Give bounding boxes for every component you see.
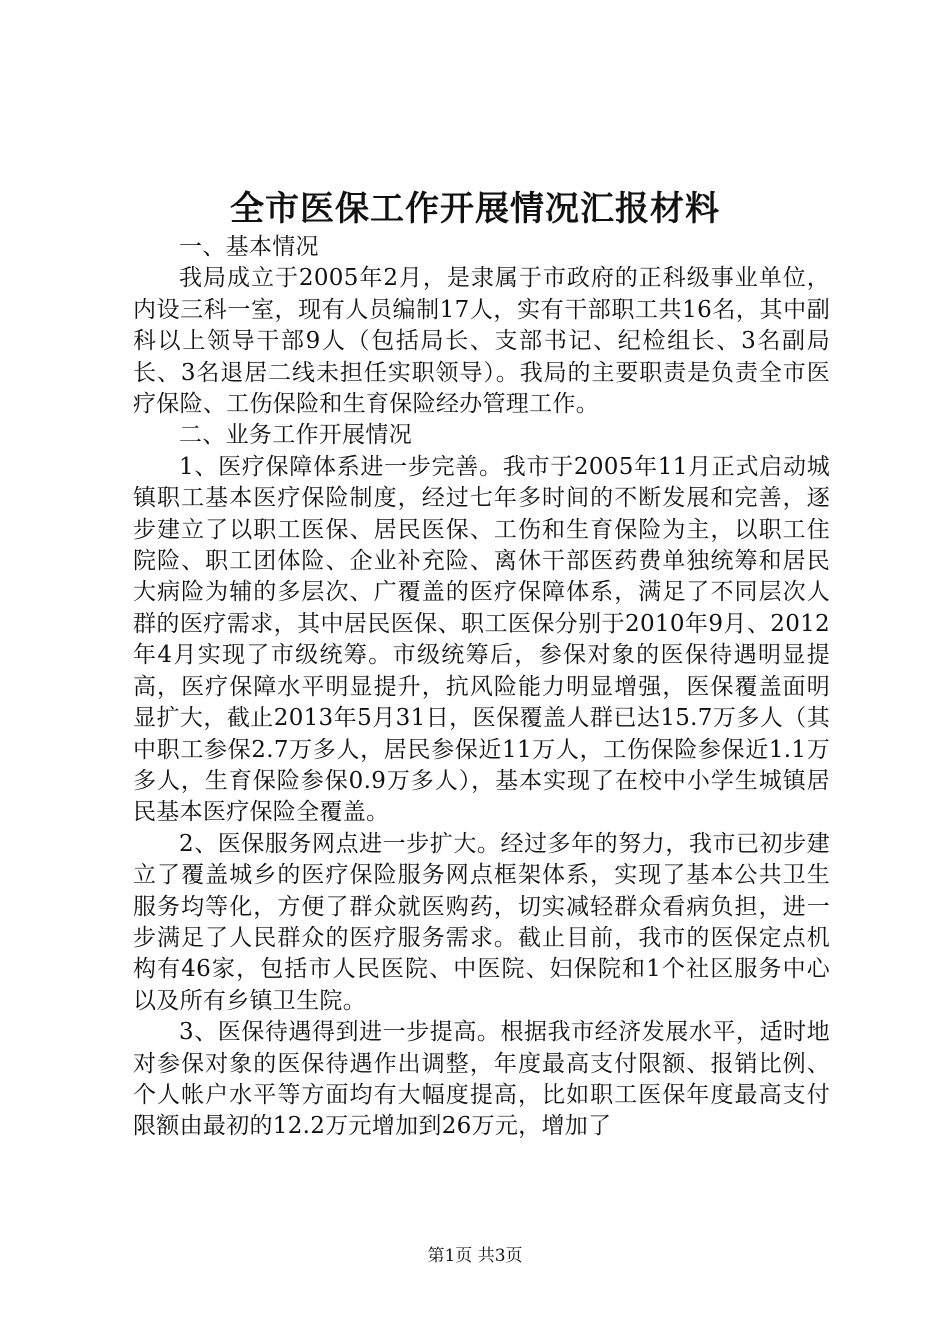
paragraph: 2、医保服务网点进一步扩大。经过多年的努力，我市已初步建立了覆盖城乡的医疗保险服务网点框架体系，实现了基本公共卫生服务均等化，方便了群众就医购药，切实减轻群众看病负担，进一步满足了人民群众的医疗服务需求。截止目前，我市的医保定点机构有46家，包括市人民医院、中医院、妇保院和1个社区服务中心以及所有乡镇卫生院。 xyxy=(133,830,830,1014)
page-footer: 第1页 共3页 xyxy=(427,1246,523,1266)
document-body xyxy=(133,232,830,1143)
page-title: 全市医保工作开展情况汇报材料 xyxy=(230,189,720,229)
paragraph: 1、医疗保障体系进一步完善。我市于2005年11月正式启动城镇职工基本医疗保险制度，经过七年多时间的不断发展和完善，逐步建立了以职工医保、居民医保、工伤和生育保险为主，以职工住院险、职工团体险、企业补充险、离休干部医药费单独统筹和居民大病险为辅的多层次、广覆盖的医疗保障体系，满足了不同层次人群的医疗需求，其中居民医保、职工医保分别于2010年9月、2012年4月实现了市级统筹。市级统筹后，参保对象的医保待遇明显提高，医疗保障水平明显提升，抗风险能力明显增强，医保覆盖面明显扩大，截止2013年5月31日，医保覆盖人群已达15.7万多人（其中职工参保2.7万多人，居民参保近11万人，工伤保险参保近1.1万多人，生育保险参保0.9万多人），基本实现了在校中小学生城镇居民基本医疗保险全覆盖。 xyxy=(133,453,830,826)
section-heading: 一、基本情况 xyxy=(179,234,319,260)
section-heading: 二、业务工作开展情况 xyxy=(179,422,412,449)
paragraph: 3、医保待遇得到进一步提高。根据我市经济发展水平，适时地对参保对象的医保待遇作出调整，年度最高支付限额、报销比例、个人帐户水平等方面均有大幅度提高，比如职工医保年度最高支付限额由最初的12.2万元增加到26万元，增加了 xyxy=(133,1019,830,1140)
paragraph: 我局成立于2005年2月，是隶属于市政府的正科级事业单位，内设三科一室，现有人员编制17人，实有干部职工共16名，其中副科以上领导干部9人（包括局长、支部书记、纪检组长、3名副局长、3名退居二线未担任实职领导）。我局的主要职责是负责全市医疗保险、工伤保险和生育保险经办管理工作。 xyxy=(133,265,830,418)
